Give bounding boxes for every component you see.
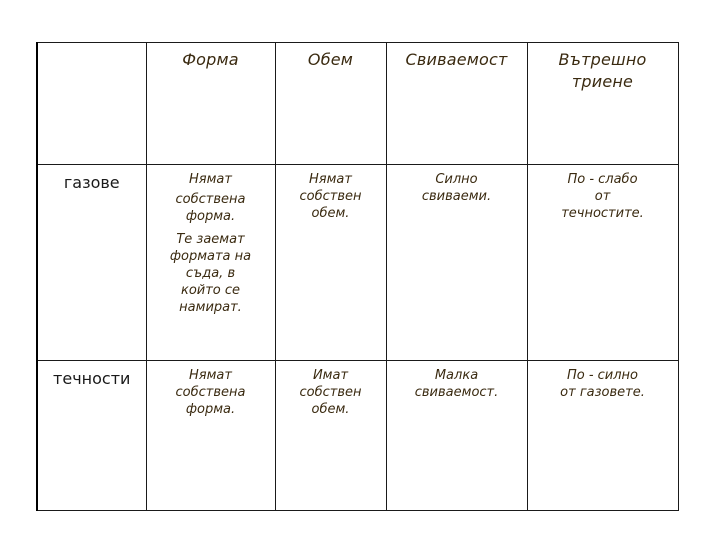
liquids-friction-cell <box>527 361 678 511</box>
cell-line: Имат <box>312 368 349 383</box>
header-row <box>37 43 678 165</box>
cell-line: съда, в <box>185 266 236 281</box>
cell-line: По - силно <box>566 368 639 383</box>
gases-form-cell <box>146 165 275 361</box>
cell-line: Те заемат <box>176 232 245 247</box>
cell-line: собствена <box>175 385 246 400</box>
header-volume: Обем <box>275 43 386 165</box>
cell-line: По - слабо <box>567 172 638 187</box>
cell-line: обем. <box>311 206 350 221</box>
cell-line: форма. <box>185 209 236 224</box>
corner-cell <box>37 43 146 165</box>
table-row <box>37 165 678 361</box>
row-label-liquids: течности <box>37 361 146 511</box>
liquids-form-cell <box>146 361 275 511</box>
properties-table <box>36 42 679 511</box>
cell-line: собствена <box>175 192 246 207</box>
gases-compressibility-cell <box>386 165 527 361</box>
cell-line: от газовете. <box>560 385 645 400</box>
cell-line: форма. <box>185 402 236 417</box>
header-compressibility: Свиваемост <box>386 43 527 165</box>
liquids-compressibility-cell <box>386 361 527 511</box>
cell-line: Нямат <box>189 172 232 187</box>
cell-line: Нямат <box>309 172 352 187</box>
table-row <box>37 361 678 511</box>
cell-line: собствен <box>299 189 362 204</box>
cell-line: Силно <box>435 172 478 187</box>
cell-line: Малка <box>434 368 479 383</box>
cell-line: от <box>594 189 611 204</box>
cell-line: намират. <box>179 300 242 315</box>
row-label-gases: газове <box>37 165 146 361</box>
header-internal-friction: Вътрешно триене <box>527 43 678 165</box>
cell-line: течностите. <box>561 206 644 221</box>
cell-line: формата на <box>169 249 252 264</box>
cell-line: Нямат <box>189 368 232 383</box>
gases-friction-cell <box>527 165 678 361</box>
cell-line: обем. <box>311 402 350 417</box>
cell-line: който се <box>180 283 241 298</box>
cell-line: свиваемост. <box>414 385 499 400</box>
header-form: Форма <box>146 43 275 165</box>
cell-line: свиваеми. <box>421 189 492 204</box>
gases-volume-cell <box>275 165 386 361</box>
cell-line: собствен <box>299 385 362 400</box>
liquids-volume-cell <box>275 361 386 511</box>
